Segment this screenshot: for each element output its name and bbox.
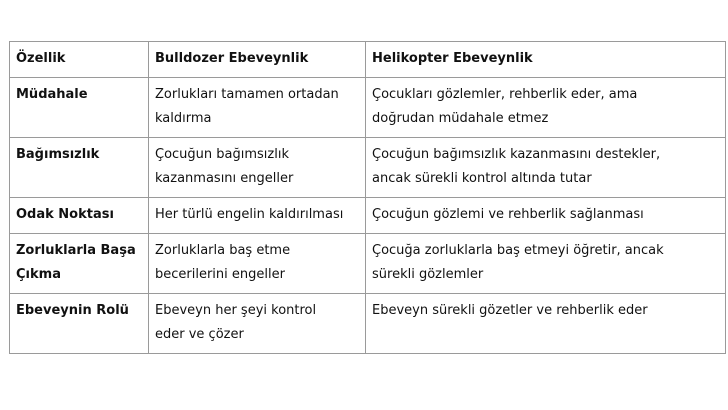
row-label: Müdahale [10,78,149,138]
table-row [10,138,726,198]
bulldozer-cell: Ebeveyn her şeyi kontrol eder ve çözer [149,294,366,354]
comparison-table [9,41,726,354]
row-label: Ebeveynin Rolü [10,294,149,354]
table-row [10,78,726,138]
bulldozer-cell: Her türlü engelin kaldırılması [149,198,366,234]
row-label: Zorluklarla Başa Çıkma [10,234,149,294]
table-row [10,294,726,354]
row-label: Bağımsızlık [10,138,149,198]
helicopter-cell: Çocuğun gözlemi ve rehberlik sağlanması [366,198,726,234]
helicopter-cell: Ebeveyn sürekli gözetler ve rehberlik eder [366,294,726,354]
row-label: Odak Noktası [10,198,149,234]
header-bulldozer: Bulldozer Ebeveynlik [149,42,366,78]
helicopter-cell: Çocuğun bağımsızlık kazanmasını destekler, ancak sürekli kontrol altında tutar [366,138,726,198]
header-helicopter: Helikopter Ebeveynlik [366,42,726,78]
table-row [10,198,726,234]
helicopter-cell: Çocuğa zorluklarla baş etmeyi öğretir, ancak sürekli gözlemler [366,234,726,294]
bulldozer-cell: Zorluklarla baş etme becerilerini engeller [149,234,366,294]
bulldozer-cell: Zorlukları tamamen ortadan kaldırma [149,78,366,138]
table-row [10,234,726,294]
table-header-row [10,42,726,78]
bulldozer-cell: Çocuğun bağımsızlık kazanmasını engeller [149,138,366,198]
helicopter-cell: Çocukları gözlemler, rehberlik eder, ama doğrudan müdahale etmez [366,78,726,138]
header-feature: Özellik [10,42,149,78]
